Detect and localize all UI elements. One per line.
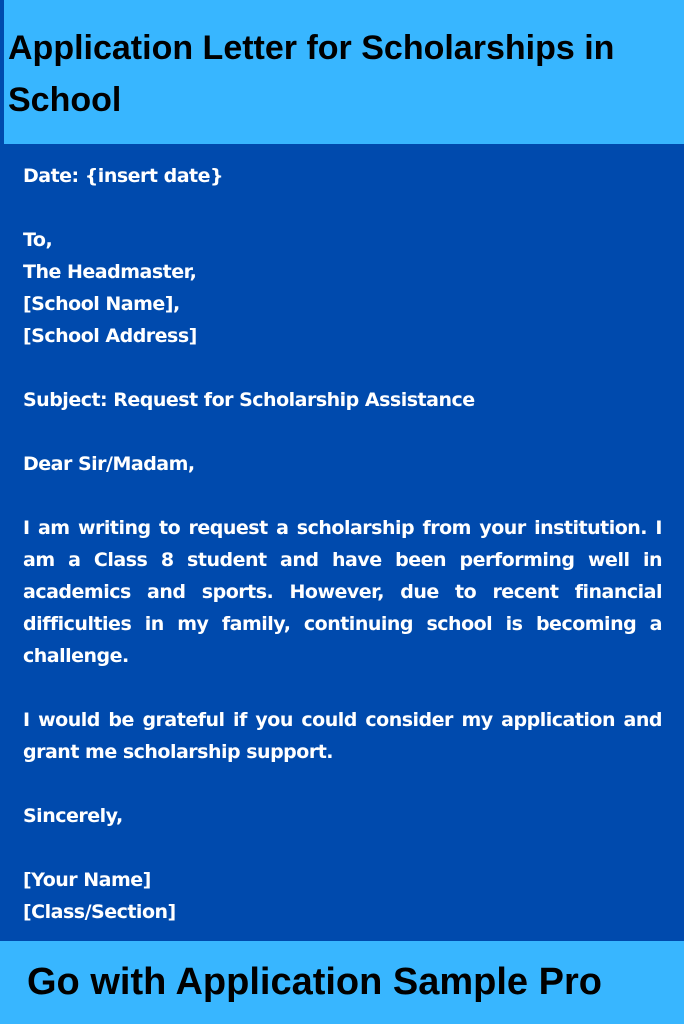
footer-text: Go with Application Sample Pro [27,961,602,1003]
letter-closing: Sincerely, [23,805,123,827]
recipient-school-name: [School Name], [23,293,180,315]
letter-signature [23,864,662,928]
letter-salutation: Dear Sir/Madam, [23,453,195,475]
page-title: Application Letter for Scholarships in School [8,29,615,119]
letter-paragraph: I would be grateful if you could consider my application and grant me scholarship support. [23,709,662,763]
signature-class-section: [Class/Section] [23,901,176,923]
recipient-title: The Headmaster, [23,261,197,283]
recipient-school-address: [School Address] [23,325,197,347]
recipient-to: To, [23,229,53,251]
letter-recipient [23,224,662,352]
page-footer [0,941,684,1024]
letter-subject: Subject: Request for Scholarship Assistance [23,389,475,411]
signature-name: [Your Name] [23,869,151,891]
letter-date: Date: {insert date} [23,165,224,187]
letter-paragraph: I am writing to request a scholarship from your institution. I am a Class 8 student and have been performing well in academics and sports. However, due to recent financial difficulties in my family, continuing school is becoming a challenge. [23,517,662,667]
page-header [0,0,684,144]
letter-body [0,144,684,941]
